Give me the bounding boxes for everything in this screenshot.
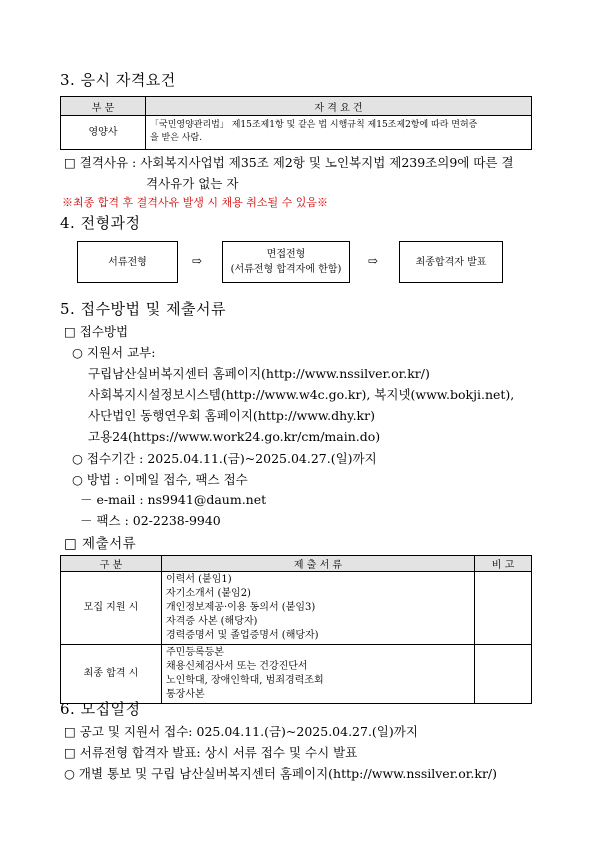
application-method-label: □ 접수방법: [64, 324, 129, 339]
documents-application: [162, 572, 475, 645]
right-arrow-icon: ⇨: [192, 254, 203, 268]
section-4-title: 4. 전형과정: [60, 214, 141, 232]
qualification-table: [60, 96, 532, 150]
doc-item: 개인정보제공·이용 동의서 (붙임3): [166, 602, 316, 613]
schedule-application: □ 공고 및 지원서 접수: 025.04.11.(금)~2025.04.27.(일)까지: [64, 724, 418, 739]
site-work24: 고용24(https://www.work24.go.kr/cm/main.do): [88, 429, 381, 444]
documents-label: □ 제출서류: [64, 536, 137, 552]
col-header-documents: 제 출 서 류: [162, 556, 475, 572]
doc-item: 이력서 (붙임1): [166, 574, 232, 585]
doc-item: 경력증명서 및 졸업증명서 (해당자): [166, 630, 319, 641]
step-interview: [222, 241, 350, 283]
requirement-line-2: 을 받은 사람.: [150, 133, 203, 143]
application-period: ○ 접수기간 : 2025.04.11.(금)~2025.04.27.(일)까지: [72, 451, 377, 466]
category-application: 모집 지원 시: [61, 572, 162, 645]
col-header-requirement: 자 격 요 건: [146, 97, 532, 116]
doc-item: 통장사본: [166, 689, 205, 700]
step-document-screening: [77, 241, 178, 283]
col-header-category: 구 분: [61, 556, 162, 572]
schedule-screening-result: □ 서류전형 합격자 발표: 상시 서류 접수 및 수시 발표: [64, 745, 358, 760]
site-nssilver: 구립남산실버복지센터 홈페이지(http://www.nssilver.or.kr/): [88, 366, 430, 381]
requirement-cell: [146, 116, 532, 150]
step-2-note: (서류전형 합격자에 한함): [230, 264, 342, 275]
form-distribution-label: ○ 지원서 교부:: [72, 345, 156, 360]
schedule-notification: ○ 개별 통보 및 구립 남산실버복지센터 홈페이지(http://www.nssilver.or.kr/): [64, 766, 498, 781]
category-final: 최종 합격 시: [61, 645, 162, 704]
step-3-label: 최종합격자 발표: [415, 256, 487, 268]
step-1-label: 서류전형: [108, 256, 147, 268]
requirement-line-1: 「국민영양관리법」 제15조제1항 및 같은 법 시행규칙 제15조제2항에 따라 면허증: [150, 120, 478, 130]
email-address: － e-mail : ns9941@daum.net: [80, 492, 267, 507]
step-final-announcement: [399, 241, 503, 283]
step-2-label: 면접전형: [266, 249, 306, 260]
site-dhy: 사단법인 동행연우회 홈페이지(http://www.dhy.kr): [88, 408, 375, 423]
col-header-part: 부 문: [61, 97, 146, 116]
disqualification-line-2: 격사유가 없는 자: [146, 176, 239, 191]
doc-item: 자기소개서 (붙임2): [166, 588, 251, 599]
documents-final: [162, 645, 475, 704]
doc-item: 노인학대, 장애인학대, 범죄경력조회: [166, 675, 324, 686]
section-3-title: 3. 응시 자격요건: [60, 71, 176, 89]
site-w4c-bokji: 사회복지시설정보시스템(http://www.w4c.go.kr), 복지넷(www.bokji.net),: [88, 387, 515, 402]
doc-item: 자격증 사본 (해당자): [166, 616, 258, 627]
cancellation-warning: ※최종 합격 후 결격사유 발생 시 채용 취소될 수 있음※: [62, 196, 328, 209]
part-cell: 영양사: [61, 116, 146, 150]
doc-item: 채용신체검사서 또는 건강진단서: [166, 661, 308, 672]
note-application: [475, 572, 532, 645]
doc-item: 주민등록등본: [166, 647, 224, 658]
section-6-title: 6. 모집일정: [60, 700, 141, 718]
right-arrow-icon: ⇨: [368, 254, 379, 268]
disqualification-line-1: □ 결격사유 : 사회복지사업법 제35조 제2항 및 노인복지법 제239조의9에 따른 결: [64, 155, 514, 170]
application-channels: ○ 방법 : 이메일 접수, 팩스 접수: [72, 472, 248, 487]
documents-table: [60, 555, 532, 704]
section-5-title: 5. 접수방법 및 제출서류: [60, 300, 227, 318]
note-final: [475, 645, 532, 704]
col-header-note: 비 고: [475, 556, 532, 572]
fax-number: － 팩스 : 02-2238-9940: [80, 513, 221, 528]
